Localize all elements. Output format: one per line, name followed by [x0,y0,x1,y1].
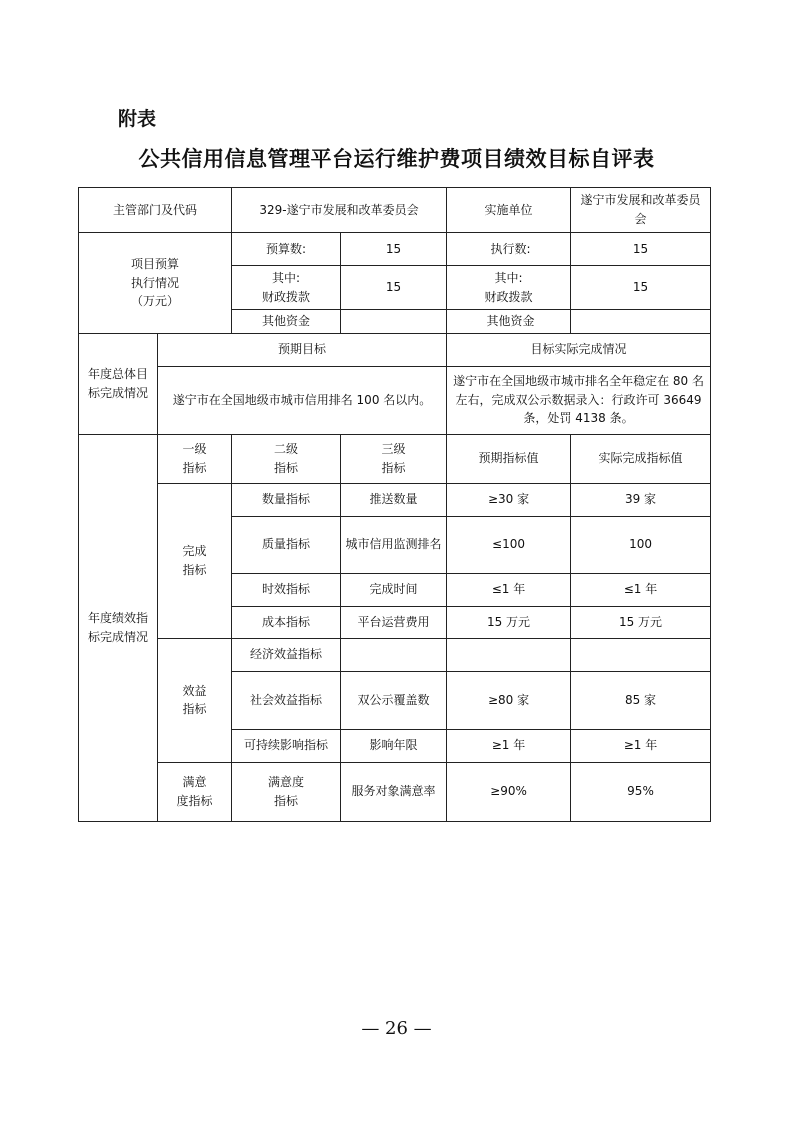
level3-cell: 服务对象满意率 [341,762,447,821]
performance-label: 年度绩效指 标完成情况 [79,434,158,821]
level2-cell: 数量指标 [232,483,341,516]
level2-cell: 经济效益指标 [232,638,341,671]
fiscal-label-left: 其中: 财政拨款 [232,266,341,310]
actual-cell: 85 家 [571,671,711,729]
overall-content-row [79,366,711,434]
level3-cell: 推送数量 [341,483,447,516]
expected-cell: ≤1 年 [447,573,571,606]
exec-amount-label: 执行数: [447,233,571,266]
impl-value: 遂宁市发展和改革委员会 [571,188,711,233]
exec-amount-value: 15 [571,233,711,266]
header-level3: 三级 指标 [341,434,447,483]
evaluation-table [78,187,711,822]
actual-cell: 15 万元 [571,606,711,638]
level2-cell: 时效指标 [232,573,341,606]
actual-cell: 100 [571,516,711,573]
budget-amount-value: 15 [341,233,447,266]
level3-cell: 城市信用监测排名 [341,516,447,573]
header-expected: 预期指标值 [447,434,571,483]
level3-cell: 影响年限 [341,729,447,762]
other-label-left: 其他资金 [232,310,341,334]
dept-row [79,188,711,233]
actual-cell: ≤1 年 [571,573,711,606]
overall-label: 年度总体目 标完成情况 [79,333,158,434]
level2-cell: 成本指标 [232,606,341,638]
actual-cell: 39 家 [571,483,711,516]
overall-header-row [79,333,711,366]
header-level1: 一级 指标 [158,434,232,483]
level2-cell: 满意度 指标 [232,762,341,821]
budget-amount-label: 预算数: [232,233,341,266]
level3-cell [341,638,447,671]
expected-cell [447,638,571,671]
actual-cell [571,638,711,671]
other-value-left [341,310,447,334]
actual-goal-header: 目标实际完成情况 [447,333,711,366]
actual-cell: 95% [571,762,711,821]
level2-cell: 质量指标 [232,516,341,573]
page-title: 公共信用信息管理平台运行维护费项目绩效目标自评表 [138,147,655,171]
expected-cell: ≥80 家 [447,671,571,729]
page-number: — 26 — [361,1018,432,1039]
fiscal-value-right: 15 [571,266,711,310]
expected-cell: ≤100 [447,516,571,573]
budget-row [79,233,711,266]
expected-cell: ≥1 年 [447,729,571,762]
expected-cell: ≥90% [447,762,571,821]
fiscal-value-left: 15 [341,266,447,310]
expected-cell: 15 万元 [447,606,571,638]
actual-goal-text: 遂宁市在全国地级市城市排名全年稳定在 80 名左右，完成双公示数据录入：行政许可 36649 条，处罚 4138 条。 [447,366,711,434]
other-label-right: 其他资金 [447,310,571,334]
header-actual: 实际完成指标值 [571,434,711,483]
level3-cell: 双公示覆盖数 [341,671,447,729]
level3-cell: 完成时间 [341,573,447,606]
actual-cell: ≥1 年 [571,729,711,762]
group-completion: 完成 指标 [158,483,232,638]
level2-cell: 社会效益指标 [232,671,341,729]
table-row [79,638,711,671]
level3-cell: 平台运营费用 [341,606,447,638]
table-row [79,483,711,516]
appendix-heading: 附表 [118,108,157,130]
expected-goal-header: 预期目标 [158,333,447,366]
expected-cell: ≥30 家 [447,483,571,516]
fiscal-label-right: 其中: 财政拨款 [447,266,571,310]
indicator-header-row [79,434,711,483]
group-benefit: 效益 指标 [158,638,232,762]
other-value-right [571,310,711,334]
expected-goal-text: 遂宁市在全国地级市城市信用排名 100 名以内。 [158,366,447,434]
header-level2: 二级 指标 [232,434,341,483]
dept-label: 主管部门及代码 [79,188,232,233]
impl-label: 实施单位 [447,188,571,233]
dept-value: 329-遂宁市发展和改革委员会 [232,188,447,233]
budget-label: 项目预算 执行情况 （万元） [79,233,232,334]
table-row [79,762,711,821]
level2-cell: 可持续影响指标 [232,729,341,762]
group-satisfaction: 满意 度指标 [158,762,232,821]
